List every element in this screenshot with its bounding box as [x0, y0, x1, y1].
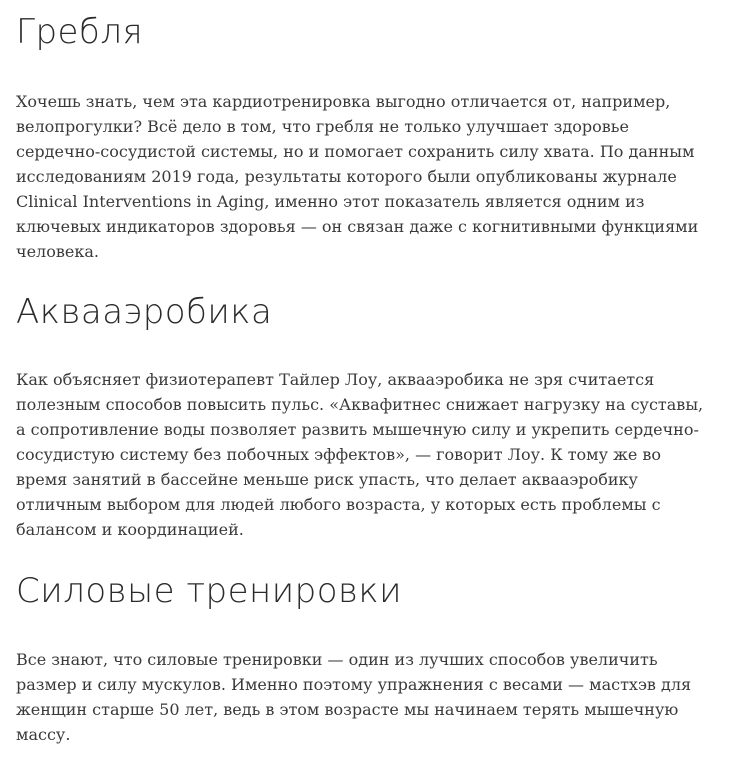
section-heading: Силовые тренировки: [16, 571, 403, 611]
section-heading: Аквааэробика: [16, 292, 273, 332]
section-strength-training: [16, 571, 716, 747]
section-paragraph: Как объясняет физиотерапевт Тайлер Лоу, аквааэробика не зря считается полезным способов повысить пульс. «Аквафитнес снижает нагрузку на суставы, а сопротивление воды позволяет развить мышечную силу и укрепить сердечно-сосудистую систему без побочных эффектов», — говорит Лоу. К тому же во время занятий в бассейне меньше риск упасть, что делает аквааэробику отличным выбором для людей любого возраста, у которых есть проблемы с балансом и координацией.: [16, 370, 704, 539]
section-aqua-aerobics: [16, 292, 716, 542]
section-paragraph: Все знают, что силовые тренировки — один из лучших способов увеличить размер и силу мускулов. Именно поэтому упражнения с весами — мастхэв для женщин старше 50 лет, ведь в этом возрасте мы начинаем терять мышечную массу.: [16, 650, 692, 744]
section-paragraph: Хочешь знать, чем эта кардиотренировка выгодно отличается от, например, велопрогулки? Всё дело в том, что гребля не только улучшает здоровье сердечно-сосудистой системы, но и помогает сохранить силу хвата. По данным исследованиям 2019 года, результаты которого были опубликованы журнале Clinical Interventions in Aging, именно этот показатель является одним из ключевых индикаторов здоровья — он связан даже с когнитивными функциями человека.: [16, 92, 699, 261]
section-rowing: [16, 12, 716, 264]
section-heading: Гребля: [16, 12, 144, 52]
